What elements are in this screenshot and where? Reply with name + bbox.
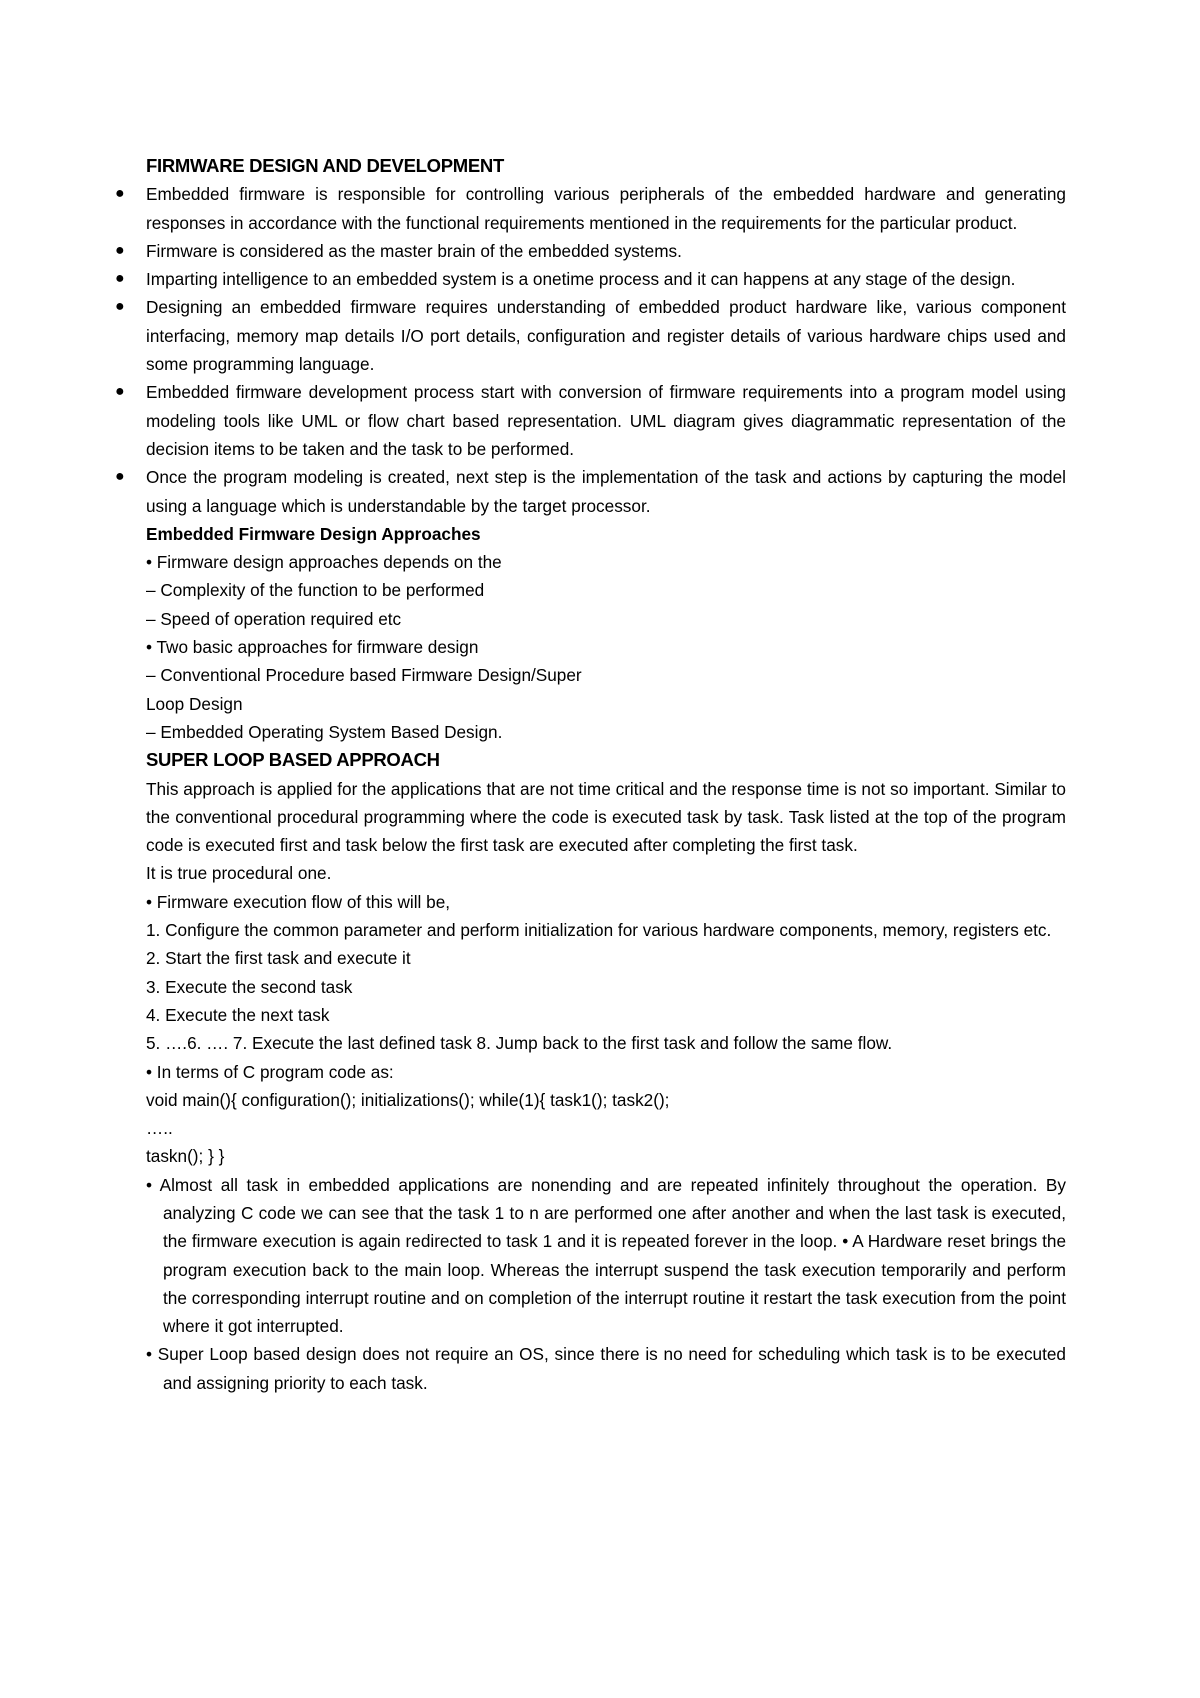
step-item: 4. Execute the next task bbox=[146, 1004, 330, 1025]
bullet-icon: ● bbox=[115, 270, 125, 288]
approaches-line: – Speed of operation required etc bbox=[146, 608, 402, 629]
bullet-icon: ● bbox=[115, 383, 125, 401]
approaches-line: • Two basic approaches for firmware design bbox=[146, 637, 479, 658]
step-item: 3. Execute the second task bbox=[146, 976, 353, 997]
bullet-icon: ● bbox=[115, 468, 125, 486]
code-line: ….. bbox=[146, 1118, 173, 1139]
list-item: ● Designing an embedded firmware requires understanding of embedded product hardware like, various component interfacing, memory map details I/O port details, configuration and register details of various hardware chips used and some programming language. bbox=[146, 293, 1066, 378]
code-line: taskn(); } } bbox=[146, 1146, 225, 1167]
procedural-line: It is true procedural one. bbox=[146, 863, 332, 884]
approaches-line: – Complexity of the function to be performed bbox=[146, 580, 485, 601]
approaches-line: – Embedded Operating System Based Design. bbox=[146, 721, 503, 742]
bullet-icon: ● bbox=[115, 185, 125, 203]
heading-super-loop: SUPER LOOP BASED APPROACH bbox=[146, 749, 440, 771]
list-item: ● Embedded firmware is responsible for controlling various peripherals of the embedded hardware and generating responses in accordance with the functional requirements mentioned in the requirements for the particular product. bbox=[146, 180, 1066, 237]
approaches-line: • Firmware design approaches depends on the bbox=[146, 552, 502, 573]
bullet-icon: ● bbox=[115, 241, 125, 259]
bullet-icon: ● bbox=[115, 298, 125, 316]
list-item: ● Imparting intelligence to an embedded system is a onetime process and it can happens at any stage of the design. bbox=[146, 265, 1066, 293]
c-code-intro: • In terms of C program code as: bbox=[146, 1061, 394, 1082]
super-loop-paragraph: This approach is applied for the applications that are not time critical and the response time is not so important. Similar to the conventional procedural programming where the code is executed task by task. Task listed at the top of the program code is executed first and task below the first task are executed after completing the first task. bbox=[146, 778, 1066, 856]
approaches-line: – Conventional Procedure based Firmware Design/Super bbox=[146, 665, 582, 686]
list-item: ● Firmware is considered as the master brain of the embedded systems. bbox=[146, 237, 1066, 265]
heading-design-approaches: Embedded Firmware Design Approaches bbox=[146, 523, 481, 544]
no-os-bullet: • Super Loop based design does not require an OS, since there is no need for scheduling which task is to be executed and assigning priority to each task. bbox=[146, 1344, 1066, 1393]
step-item: 5. ….6. …. 7. Execute the last defined task 8. Jump back to the first task and follow the same flow. bbox=[146, 1033, 893, 1054]
step-item: 1. Configure the common parameter and perform initialization for various hardware components, memory, registers etc. bbox=[146, 920, 1052, 941]
execution-flow-line: • Firmware execution flow of this will be, bbox=[146, 891, 451, 912]
list-item: ● Embedded firmware development process start with conversion of firmware requirements into a program model using modeling tools like UML or flow chart based representation. UML diagram gives diagrammatic representation of the decision items to be taken and the task to be performed. bbox=[146, 378, 1066, 463]
intro-bullet-list bbox=[115, 180, 1066, 520]
step-item: 2. Start the first task and execute it bbox=[146, 948, 411, 969]
code-line: void main(){ configuration(); initializations(); while(1){ task1(); task2(); bbox=[146, 1089, 670, 1110]
nonending-task-bullet: • Almost all task in embedded applications are nonending and are repeated infinitely throughout the operation. By analyzing C code we can see that the task 1 to n are performed one after another and when the last task is executed, the firmware execution is again redirected to task 1 and it is repeated forever in the loop. • A Hardware reset brings the program execution back to the main loop. Whereas the interrupt suspend the task execution temporarily and perform the corresponding interrupt routine and on completion of the interrupt routine it restart the task execution from the point where it got interrupted. bbox=[146, 1174, 1066, 1337]
approaches-line: Loop Design bbox=[146, 693, 243, 714]
list-item: ● Once the program modeling is created, next step is the implementation of the task and actions by capturing the model using a language which is understandable by the target processor. bbox=[146, 463, 1066, 520]
document-body bbox=[115, 152, 1066, 1397]
heading-firmware-design: FIRMWARE DESIGN AND DEVELOPMENT bbox=[146, 155, 504, 176]
